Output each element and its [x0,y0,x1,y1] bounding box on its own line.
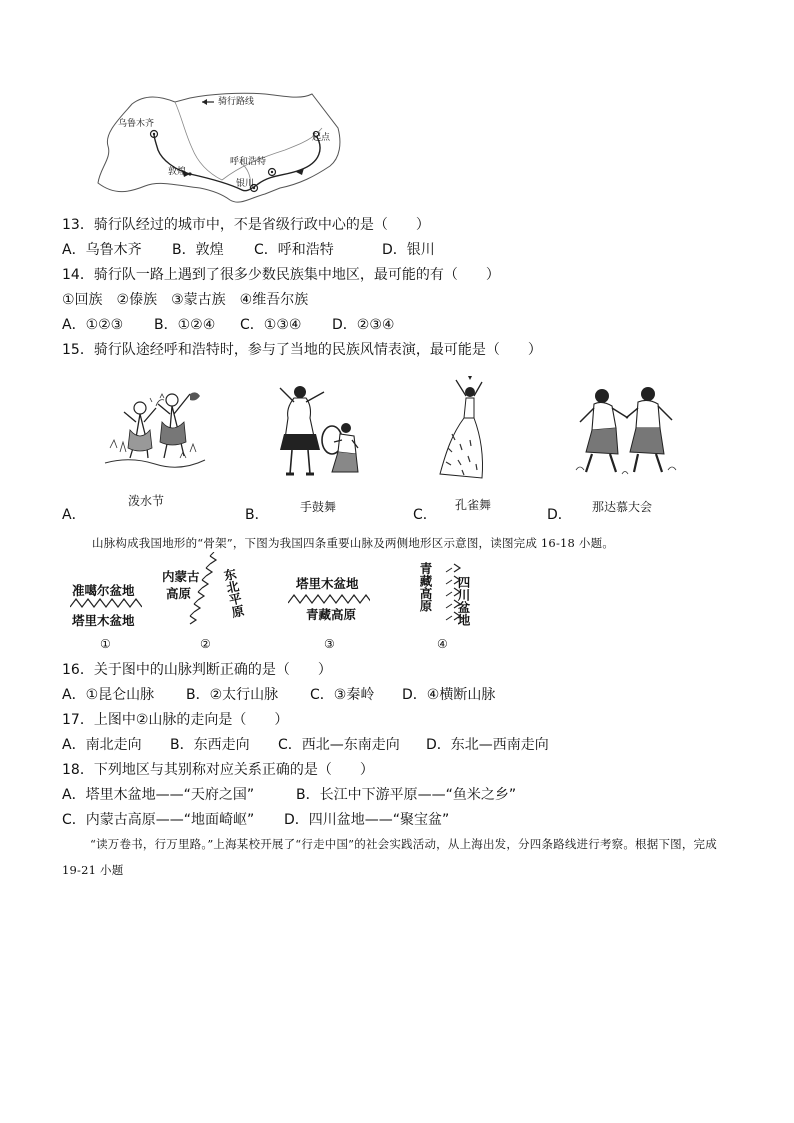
d1-mountain-range [70,596,142,608]
q14-option-c[interactable]: C．①③④ [240,317,302,333]
q15-caption-a: 泼水节 [128,494,165,508]
d4-right-label: 四川盆地 [456,576,471,626]
q17-option-a[interactable]: A．南北走向 [62,737,142,753]
q13-option-a[interactable]: A．乌鲁木齐 [62,242,142,258]
d2-left-label-1: 内蒙古 [162,569,200,584]
q14-option-a[interactable]: A．①②③ [62,317,124,333]
q17-option-d[interactable]: D．东北—西南走向 [426,737,549,753]
q13-option-b[interactable]: B．敦煌 [172,242,224,258]
city-dunhuang-marker [188,172,191,175]
q13-options [62,241,435,259]
picture-peacock-dance [432,374,502,484]
q15-option-c-letter[interactable]: C． [413,507,437,523]
picture-naadam [572,378,680,478]
q15-caption-b: 手鼓舞 [300,500,337,514]
q13-option-c[interactable]: C．呼和浩特 [254,242,334,258]
city-label-urumqi: 乌鲁木齐 [118,119,155,129]
q18-option-c[interactable]: C．内蒙古高原——“地面崎岖” [62,812,255,828]
intro-19-21: “读万卷书，行万里路。”上海某校开展了“行走中国”的社会实践活动，从上海出发，分四条路线进行考察。根据下图，完成 19-21 小题 [62,837,717,877]
d3-bottom-label: 青藏高原 [306,607,357,622]
q15-option-d-letter[interactable]: D． [547,507,572,523]
d1-bottom-label: 塔里木盆地 [72,613,135,628]
d2-number: ② [200,637,211,651]
q14-stem: 14．骑行队一路上遇到了很多少数民族集中地区，最可能的有（ ） [62,267,500,283]
q13-stem: 13．骑行队经过的城市中，不是省级行政中心的是（ ） [62,217,430,233]
q17-option-b[interactable]: B．东西走向 [170,737,250,753]
q18-option-a[interactable]: A．塔里木盆地——“天府之国” [62,787,255,803]
q16-option-c[interactable]: C．③秦岭 [310,687,375,703]
q16-stem: 16．关于图中的山脉判断正确的是（ ） [62,662,332,678]
q16-option-a[interactable]: A．①昆仑山脉 [62,687,155,703]
q16-option-d[interactable]: D．④横断山脉 [402,687,496,703]
q17-stem: 17．上图中②山脉的走向是（ ） [62,712,289,728]
d1-top-label: 准噶尔盆地 [72,583,135,598]
city-label-dunhuang: 敦煌 [168,167,187,177]
q15-caption-c: 孔雀舞 [455,498,492,512]
d3-mountain-range [288,592,370,604]
intro-16-18: 山脉构成我国地形的“骨架”，下图为我国四条重要山脉及两侧地形区示意图，读图完成 16-18 小题。 [92,536,615,550]
d4-left-label: 青藏高原 [418,562,433,612]
q16-options [62,686,495,704]
q16-option-b[interactable]: B．②太行山脉 [186,687,279,703]
picture-hand-drum-dance [262,378,372,483]
city-label-hohhot: 呼和浩特 [230,157,267,167]
d4-number: ④ [437,637,448,651]
q17-option-c[interactable]: C．西北—东南走向 [278,737,400,753]
q14-choices: ①回族 ②傣族 ③蒙古族 ④维吾尔族 [62,292,309,308]
q14-option-b[interactable]: B．①②④ [154,317,216,333]
q15-caption-d: 那达慕大会 [592,500,653,514]
d2-mountain-range [180,552,226,634]
d1-number: ① [100,637,111,651]
q14-option-d[interactable]: D．②③④ [332,317,395,333]
route-map-drawing [90,88,350,216]
region-outline [98,93,340,202]
route-map [90,88,350,216]
q17-options [62,736,549,754]
d2-left-label-2: 高原 [166,586,192,601]
d3-top-label: 塔里木盆地 [296,576,359,591]
d3-number: ③ [324,637,335,651]
d2-right-label: 东北平原 [220,566,247,619]
city-label-yinchuan: 银川 [236,179,255,189]
q18-option-b[interactable]: B．长江中下游平原——“鱼米之乡” [296,787,517,803]
q15-option-b-letter[interactable]: B． [245,507,269,523]
legend-route-label: 骑行路线 [218,97,255,107]
q18-options-row1 [62,786,516,804]
q18-options-row2 [62,811,449,829]
picture-water-festival [100,378,210,478]
q14-options [62,316,394,334]
q18-option-d[interactable]: D．四川盆地——“聚宝盆” [284,812,450,828]
q15-stem: 15．骑行队途经呼和浩特时，参与了当地的民族风情表演，最可能是（ ） [62,342,542,358]
start-label: 起点 [312,133,331,143]
q15-option-a-letter[interactable]: A． [62,507,86,523]
q13-option-d[interactable]: D．银川 [382,242,435,258]
q18-stem: 18．下列地区与其别称对应关系正确的是（ ） [62,762,374,778]
